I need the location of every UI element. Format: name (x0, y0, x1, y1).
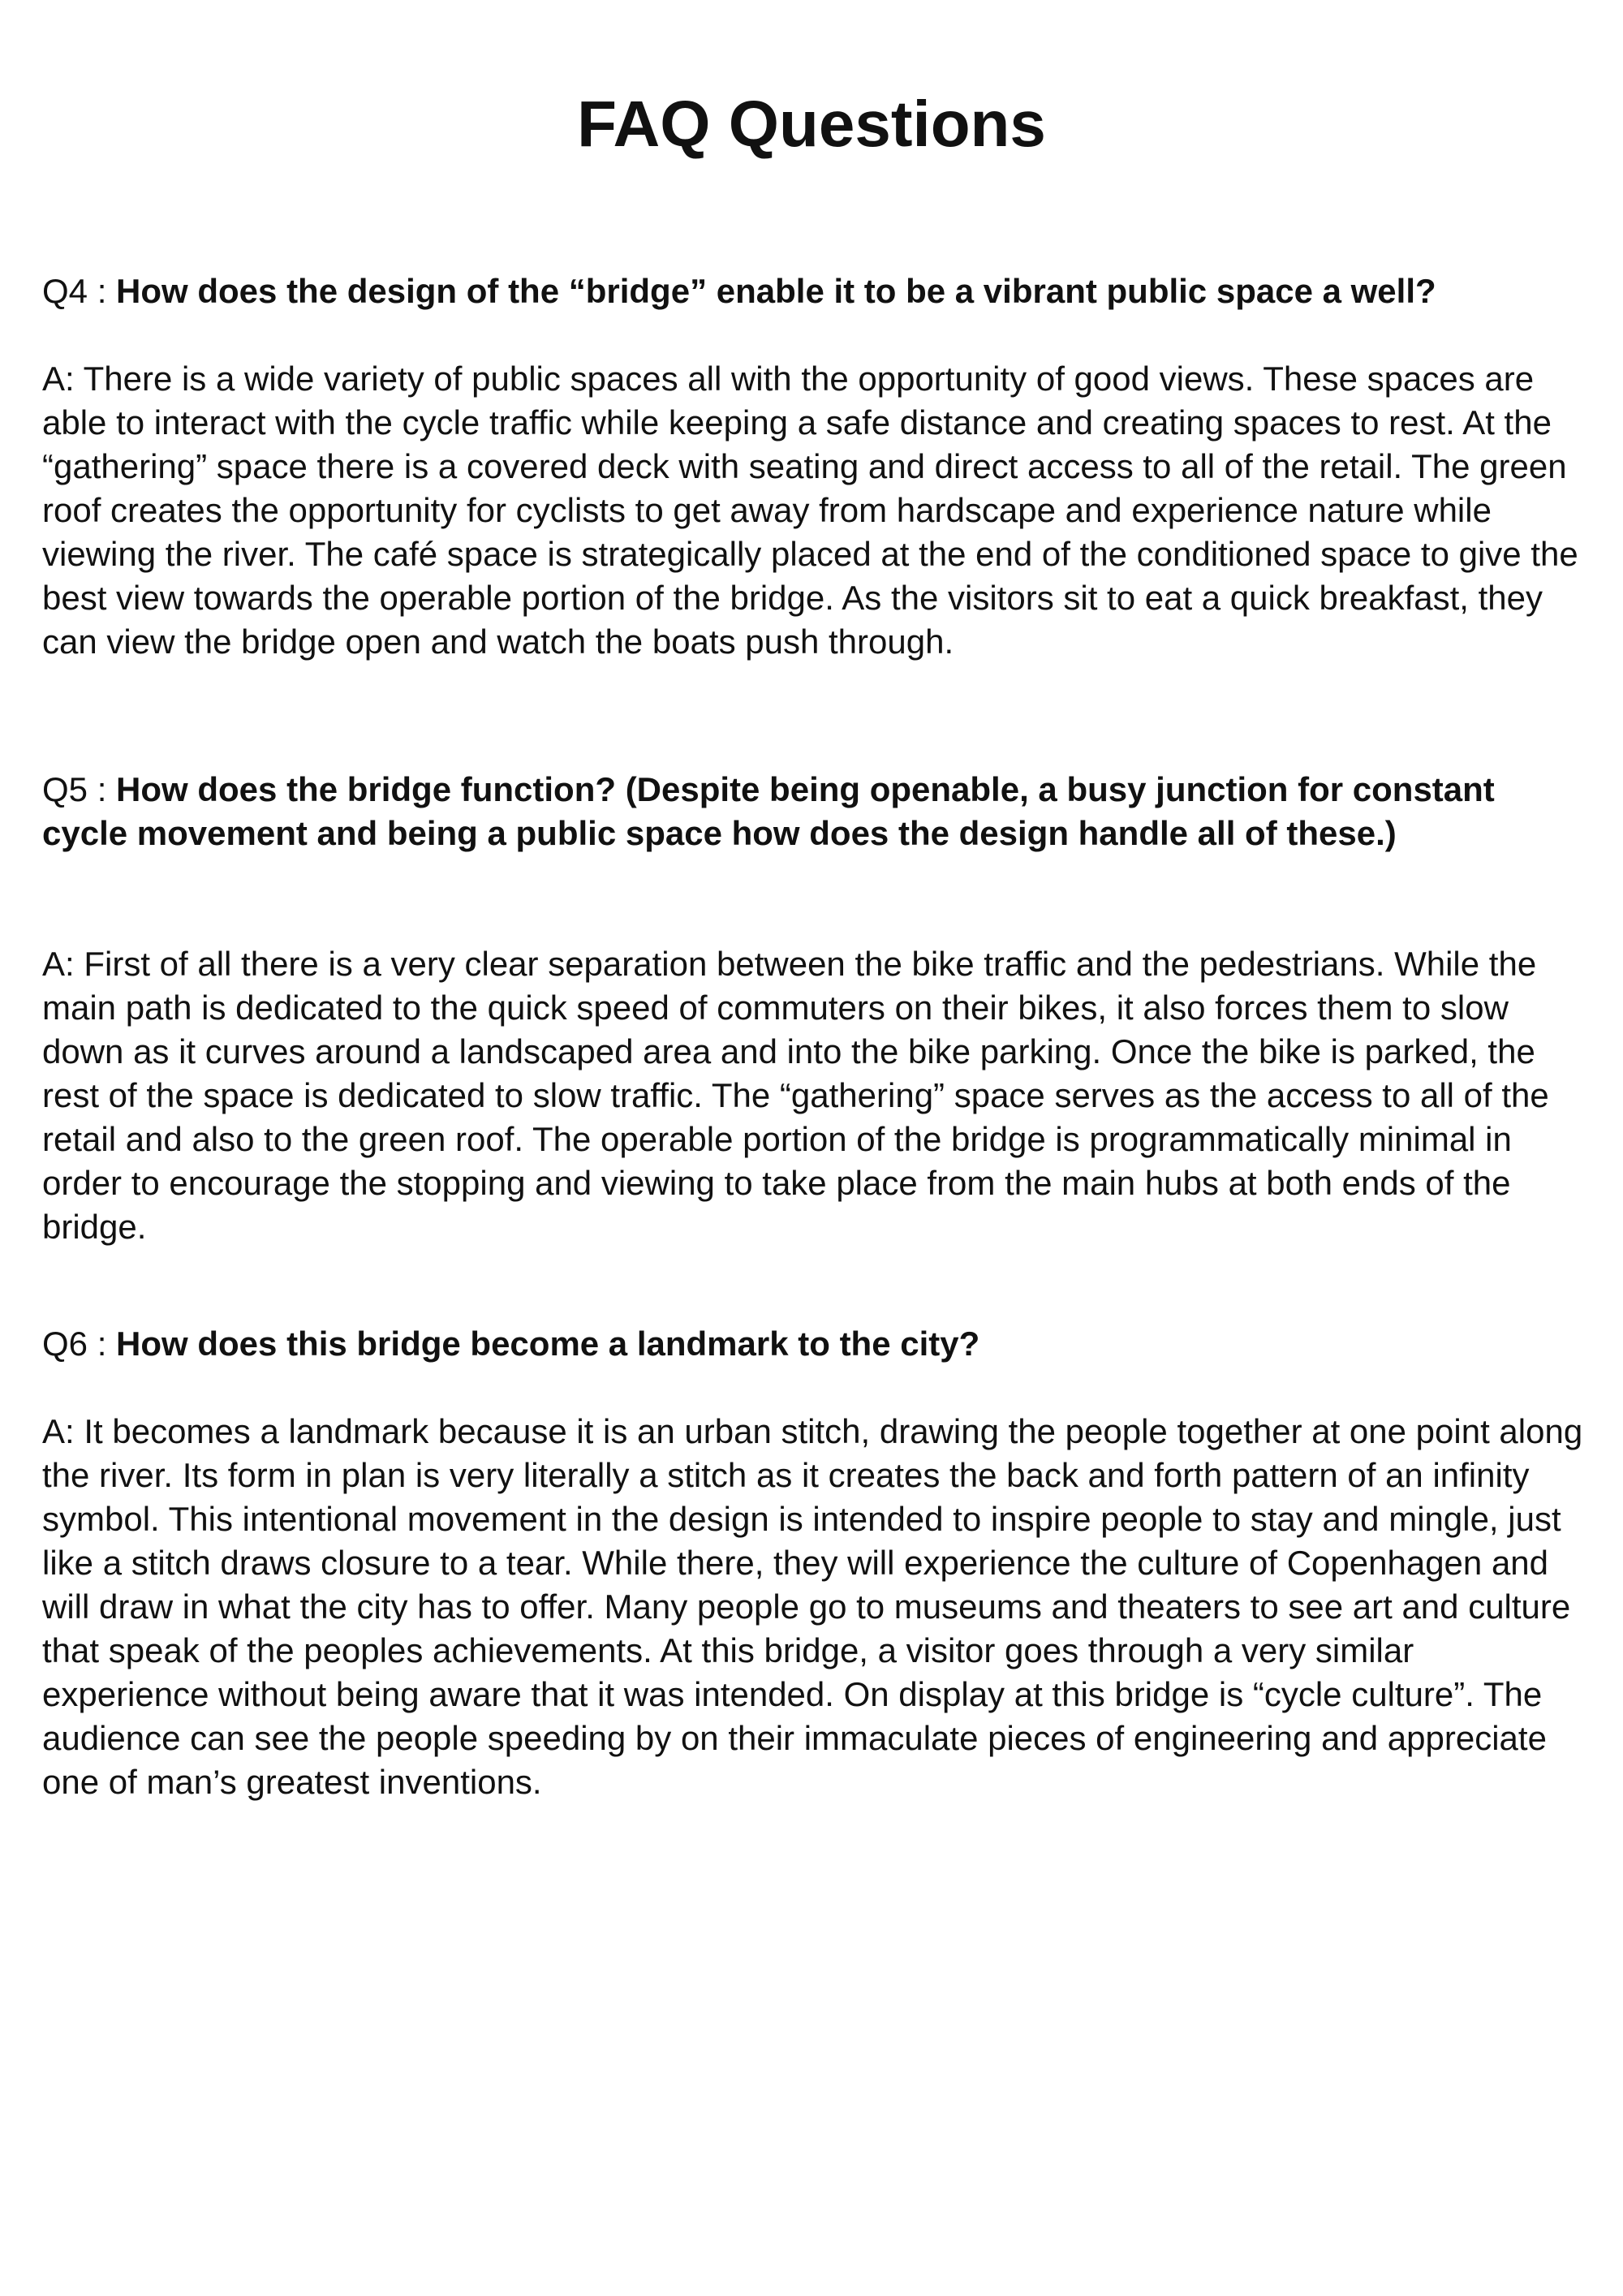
faq-question-q6 (42, 1322, 1584, 1366)
question-label: Q5 : (42, 770, 107, 808)
faq-answer-q5: A: First of all there is a very clear separation between the bike traffic and the pedestrians. While the main path is dedicated to the quick speed of commuters on their bikes, it also forces them to slow down as it curves around a landscaped area and into the bike parking. Once the bike is parked, the rest of the space is dedicated to slow traffic. The “gathering” space serves as the access to all of the retail and also to the green roof. The operable portion of the bridge is programmatically minimal in order to encourage the stopping and viewing to take place from the main hubs at both ends of the bridge. (42, 945, 1549, 1246)
question-text: How does the design of the “bridge” enable it to be a vibrant public space a well? (116, 272, 1436, 310)
faq-question-q5 (42, 768, 1584, 855)
faq-answer-q6: A: It becomes a landmark because it is an urban stitch, drawing the people together at one point along the river. Its form in plan is very literally a stitch as it creates the back and forth pattern of an infinity symbol. This intentional movement in the design is intended to inspire people to stay and mingle, just like a stitch draws closure to a tear. While there, they will experience the culture of Copenhagen and will draw in what the city has to offer. Many people go to museums and theaters to see art and culture that speak of the peoples achievements. At this bridge, a visitor goes through a very similar experience without being aware that it was intended. On display at this bridge is “cycle culture”. The audience can see the people speeding by on their immaculate pieces of engineering and appreciate one of man’s greatest inventions. (42, 1412, 1583, 1801)
faq-question-q4 (42, 269, 1584, 313)
page-title: FAQ Questions (577, 88, 1046, 160)
faq-answer-q4: A: There is a wide variety of public spaces all with the opportunity of good views. These spaces are able to interact with the cycle traffic while keeping a safe distance and creating spaces to rest. At the “gathering” space there is a covered deck with seating and direct access to all of the retail. The green roof creates the opportunity for cyclists to get away from hardscape and experience nature while viewing the river. The café space is strategically placed at the end of the conditioned space to give the best view towards the operable portion of the bridge. As the visitors sit to eat a quick breakfast, they can view the bridge open and watch the boats push through. (42, 360, 1578, 661)
question-text: How does the bridge function? (Despite being openable, a busy junction for constant cycle movement and being a public space how does the design handle all of these.) (42, 770, 1495, 852)
question-label: Q4 : (42, 272, 107, 310)
question-label: Q6 : (42, 1325, 107, 1363)
question-text: How does this bridge become a landmark to the city? (116, 1325, 980, 1363)
